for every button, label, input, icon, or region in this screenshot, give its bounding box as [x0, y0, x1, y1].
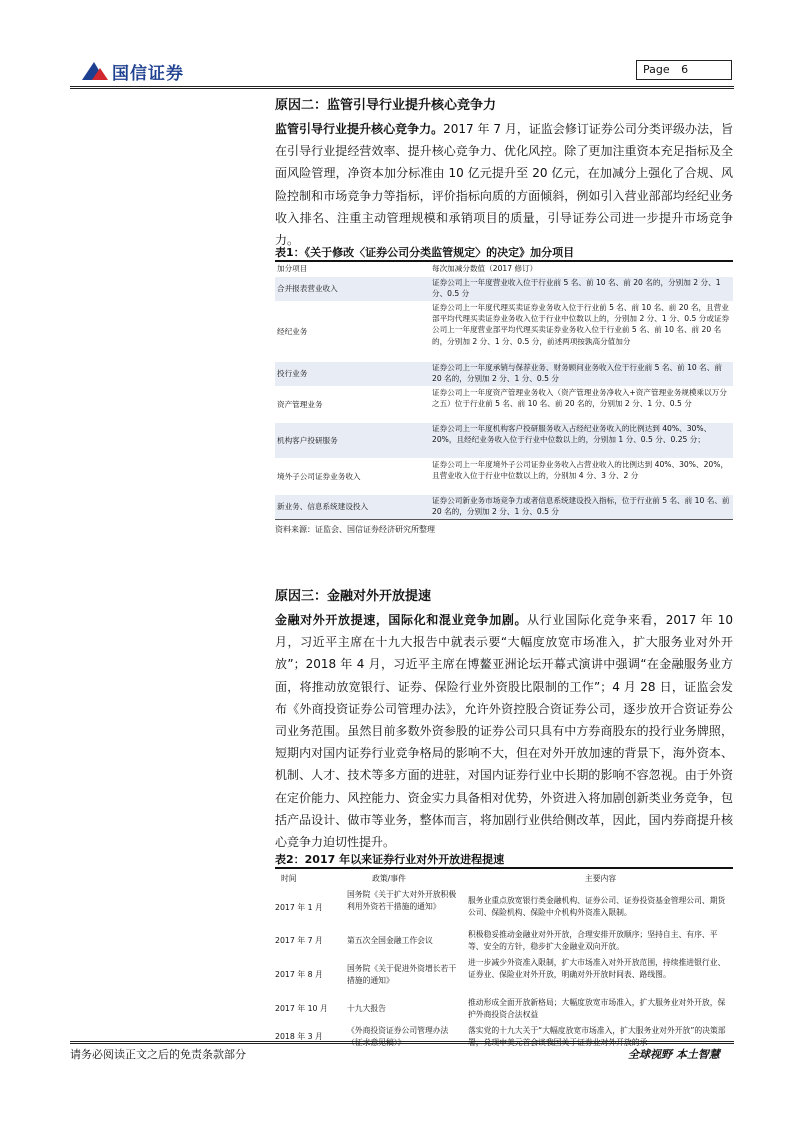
table1-desc: 证券公司上一年度境外子公司证券业务收入占营业收入的比例达到 40%、30%、20%，且营业收入位于行业中位数以上的，分别加 4 分、3 分、2 分 — [432, 460, 729, 481]
table1-item: 新业务、信息系统建设投入 — [277, 502, 369, 511]
table2-date: 2017 年 1 月 — [275, 903, 323, 912]
footer-slogan: 全球视野 本土智慧 — [628, 1048, 720, 1061]
section3-body: 从行业国际化竞争来看，2017 年 10 月，习近平主席在十九大报告中就表示要“大幅度放宽市场准入，扩大服务业对外开放”；2018 年 4 月，习近平主席在博鳌亚洲论坛开幕式演讲中强调“在金融服务业方面，将推动放宽银行、证券、保险行业外资股比限制的工作”；4 月 28 日，证监会发布《外商投资证券公司管理办法》，允许外资控股合资证券公司，逐步放开合资证券公司业务范围。虽然目前多数外资参股的证券公司只具有中方券商股东的投行业务牌照，短期内对国内证券行业竞争格局的影响不大，但在对外开放加速的背景下，海外资本、机制、人才、技术等多方面的进驻，对国内证券行业中长期的影响不容忽视。由于外资在定价能力、风控能力、资金实力具备相对优势，外资进入将加剧创新类业务竞争，包括产品设计、做市等业务，整体而言，将加剧行业供给侧改革，因此，国内券商提升核心竞争力迫切性提升。 — [275, 613, 733, 850]
table2-content: 积极稳妥推动金融业对外开放，合理安排开放顺序；坚持自主、有序、平等、安全的方针，稳步扩大金融业双向开放。 — [468, 930, 718, 951]
table1-item: 境外子公司证券业务收入 — [277, 472, 361, 481]
table-row — [275, 302, 733, 361]
table2-content: 进一步减少外资准入限制，扩大市场准入对外开放范围，持续推进银行业、证券业、保险业对外开放，明确对外开放时间表、路线图。 — [468, 958, 726, 979]
section2-paragraph — [275, 118, 733, 251]
table1-header-item: 加分项目 — [277, 264, 308, 273]
table-row — [275, 889, 733, 927]
table-row — [275, 459, 733, 494]
footer-rule — [70, 1041, 734, 1042]
brand-name: 国信证券 — [112, 64, 184, 84]
section3-paragraph — [275, 609, 733, 853]
table2-top-rule — [275, 867, 733, 869]
table2-title: 表2：2017 年以来证券行业对外开放进程提速 — [275, 853, 505, 866]
table-row — [275, 929, 733, 955]
table-row — [275, 362, 733, 386]
page-label: Page — [643, 63, 670, 76]
table1-item: 合并报表营业收入 — [277, 284, 338, 293]
table2-date: 2017 年 8 月 — [275, 970, 323, 979]
table1-title: 表1：《关于修改〈证券公司分类监管规定〉的决定》加分项目 — [275, 246, 575, 259]
table2-content: 服务业重点放宽银行类金融机构、证券公司、证券投资基金管理公司、期货公司、保险机构、保险中介机构外资准入限制。 — [468, 896, 726, 917]
table1-item: 机构客户投研服务 — [277, 436, 338, 445]
table1-top-rule — [275, 260, 733, 262]
section2-lead: 监管引导行业提升核心竞争力。 — [275, 122, 444, 136]
table1-desc: 证券公司上一年度代理买卖证券业务收入位于行业前 5 名、前 10 名、前 20 名，且营业部平均代理买卖证券业务收入位于行业中位数以上的，分别加 2 分、1 分、0.5 分或证券公司上一年度营业部平均代理买卖证券业务收入位于行业前 5 名、前 10 名、前 20 名的，分别加 2 分、1 分、0.5 分，前述两项按孰高分值加分 — [432, 303, 730, 346]
table2-header-row — [275, 873, 733, 886]
table1-header-row — [275, 263, 733, 276]
table2-event: 《外商投资证券公司管理办法（征求意见稿）》 — [347, 1026, 449, 1047]
table2-date: 2018 年 3 月 — [275, 1032, 323, 1041]
section3-heading: 原因三：金融对外开放提速 — [275, 589, 432, 604]
table-row — [275, 495, 733, 519]
table1-header-value: 每次加减分数值（2017 修订） — [432, 264, 538, 273]
table2-event: 十九大报告 — [347, 1004, 386, 1013]
table1-desc: 证券公司上一年度资产管理业务收入（资产管理业务净收入+资产管理业务规模乘以万分之五）位于行业前 5 名、前 10 名、前 20 名的，分别加 2 分、1 分、0.5 分 — [432, 388, 727, 409]
table2-event: 国务院《关于促进外资增长若干措施的通知》 — [347, 964, 457, 985]
table2-header-event: 政策/事件 — [372, 874, 406, 883]
table-row — [275, 277, 733, 301]
brand-logo — [80, 56, 210, 86]
brand-mark-icon — [80, 58, 110, 82]
table-row — [275, 423, 733, 458]
table2-content: 落实党的十九大关于“大幅度放宽市场准入，扩大服务业对外开放”的决策部署，兑现中美元首会谈我国关于证券业对外开放的承 — [468, 1026, 726, 1047]
table-row — [275, 997, 733, 1023]
page-number-box — [636, 60, 732, 80]
table1-item: 经纪业务 — [277, 327, 308, 336]
table2-date: 2017 年 7 月 — [275, 936, 323, 945]
table1-item: 投行业务 — [277, 369, 308, 378]
table1-desc: 证券公司上一年度承销与保荐业务、财务顾问业务收入位于行业前 5 名、前 10 名、前 20 名的，分别加 2 分、1 分、0.5 分 — [432, 363, 722, 384]
section2-body: 2017 年 7 月，证监会修订证券公司分类评级办法，旨在引导行业提经营效率、提升核心竞争力、优化风控。除了更加注重资本充足指标及全面风险管理，净资本加分标准由 10 亿元提升至 20 亿元，在加减分上强化了合规、风险控制和市场竞争力等指标，评价指标向质的方面倾斜，例如引入营业部部均经纪业务收入排名、注重主动管理规模和承销项目的质量，引导证券公司进一步提升市场竞争力。 — [275, 122, 733, 248]
table1-desc: 证券公司新业务市场竞争力或者信息系统建设投入指标，位于行业前 5 名、前 10 名、前 20 名的，分别加 2 分、1 分、0.5 分 — [432, 496, 730, 517]
footer-rule-thin — [70, 1043, 734, 1044]
table2-date: 2017 年 10 月 — [275, 1004, 328, 1013]
header-rule — [70, 86, 734, 87]
table2-header-content: 主要内容 — [584, 874, 617, 883]
table1-item: 资产管理业务 — [277, 400, 323, 409]
table2-header-date: 时间 — [281, 874, 297, 883]
table2-event: 第五次全国金融工作会议 — [347, 936, 433, 945]
table1-desc: 证券公司上一年度营业收入位于行业前 5 名、前 10 名、前 20 名的，分别加 2 分、1 分、0.5 分 — [432, 278, 721, 299]
footer-disclaimer: 请务必阅读正文之后的免责条款部分 — [70, 1048, 246, 1061]
header-rule-thin — [70, 88, 734, 89]
table1-desc: 证券公司上一年度机构客户投研服务收入占经纪业务收入的比例达到 40%、30%、20%，且经纪业务收入位于行业中位数以上的，分别加 1 分、0.5 分、0.25 分； — [432, 424, 712, 445]
table1-source: 资料来源：证监会、国信证券经济研究所整理 — [275, 525, 435, 534]
table1-bottom-rule — [275, 519, 733, 520]
table-row — [275, 387, 733, 422]
section3-lead: 金融对外开放提速，国际化和混业竞争加剧。 — [275, 613, 528, 627]
section2-heading: 原因二：监管引导行业提升核心竞争力 — [275, 98, 497, 113]
table-row — [275, 957, 733, 995]
table2-content: 推动形成全面开放新格局；大幅度放宽市场准入，扩大服务业对外开放，保护外商投资合法权益 — [468, 998, 726, 1019]
table2-event: 国务院《关于扩大对外开放积极利用外资若干措施的通知》 — [347, 890, 457, 911]
page-number: 6 — [681, 63, 689, 76]
